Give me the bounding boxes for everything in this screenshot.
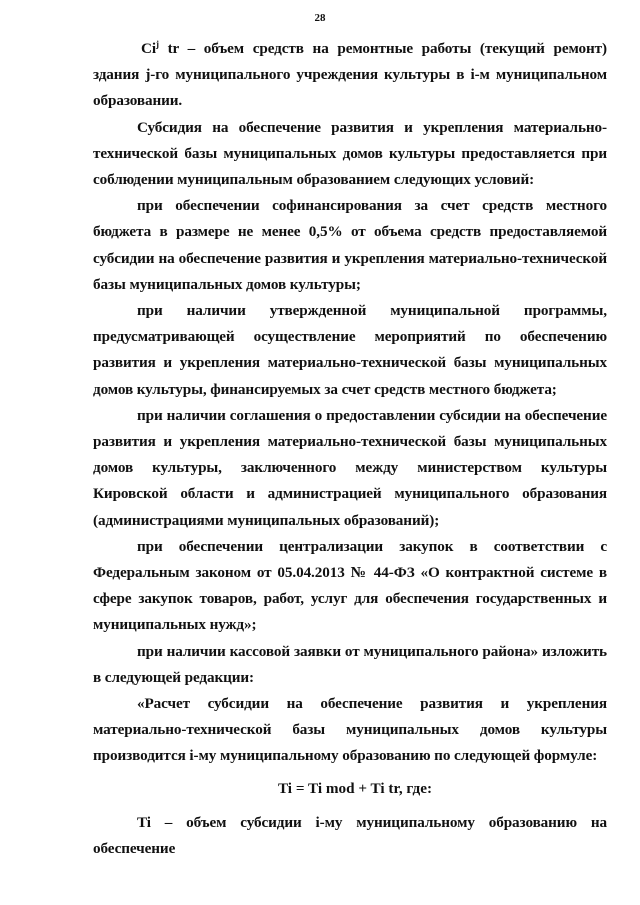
document-body [93,36,607,862]
paragraph-cofinancing: при обеспечении софинансирования за счет средств местного бюджета в размере не менее 0,5% от объема средств предоставляемой субсидии на обеспечение развития и укрепления материально-технической базы муниципальных домов культуры; [93,197,607,293]
paragraph-ti-definition: Ti – объем субсидии i-му муниципальному образованию на обеспечение [93,813,607,857]
definition-cj-symbol: Ci [141,40,156,57]
paragraph-agreement: при наличии соглашения о предоставлении субсидии на обеспечение развития и укрепления материально-технической базы муниципальных домов культуры, заключенного между министерством культуры Кировской области и администрацией муниципального образования (администрациями муниципальных образований); [93,406,607,529]
definition-cj-superscript: j [156,39,159,49]
paragraph-municipal-program: при наличии утвержденной муниципальной программы, предусматривающей осуществление мероприятий по обеспечению развития и укрепления материально-технической базы муниципальных домов культуры, финансируемых за счет средств местного бюджета; [93,302,607,398]
page-number: 28 [314,12,326,24]
paragraph-calculation: «Расчет субсидии на обеспечение развития и укрепления материально-технической базы муниципальных домов культуры производится i-му муниципальному образованию по следующей формуле: [93,695,607,765]
definition-cj [93,36,607,115]
definition-cj-text: tr – объем средств на ремонтные работы (текущий ремонт) здания j-го муниципального учреждения культуры в i-м муниципальном образовании. [93,40,607,110]
paragraph-cash-request: при наличии кассовой заявки от муниципального района» изложить в следующей редакции: [93,642,607,686]
formula: Ti = Ti mod + Ti tr, где: [277,779,433,797]
paragraph-subsidy-conditions: Субсидия на обеспечение развития и укрепления материально-технической базы муниципальных домов культуры предоставляется при соблюдении муниципальным образованием следующих условий: [93,118,607,189]
paragraph-procurement: при обеспечении централизации закупок в соответствии с Федеральным законом от 05.04.2013 № 44-ФЗ «О контрактной системе в сфере закупок товаров, работ, услуг для обеспечения государственных и муниципальных нужд»; [93,537,607,634]
